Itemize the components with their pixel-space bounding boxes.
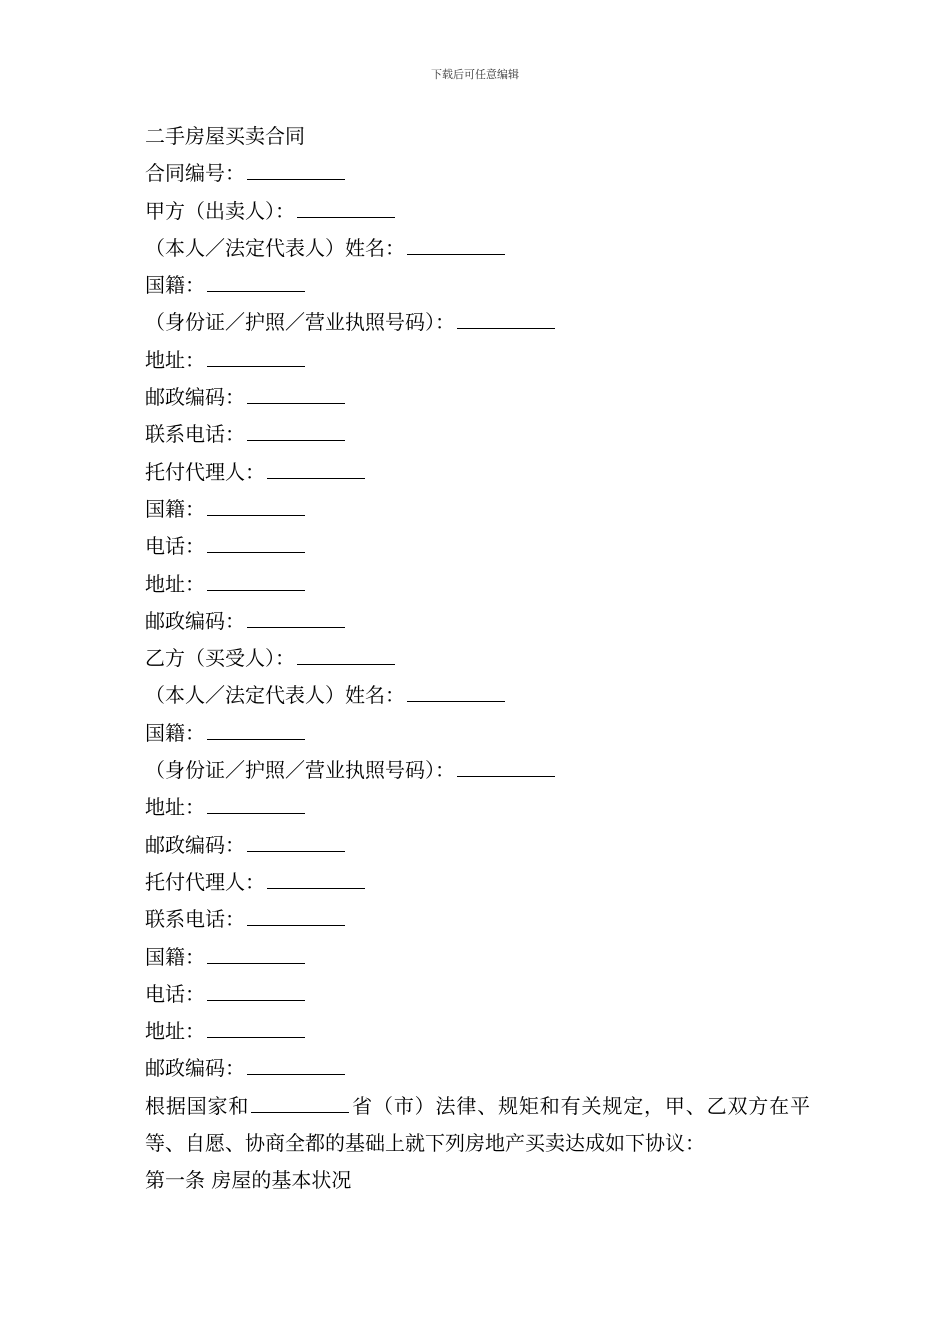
- intro-text-1: 根据国家和: [145, 1093, 250, 1118]
- field-label: （本人／法定代表人）姓名：: [145, 235, 405, 260]
- fill-blank[interactable]: [207, 1015, 305, 1038]
- field-label: 合同编号：: [145, 161, 245, 186]
- field-label: 地址：: [145, 1019, 205, 1044]
- field-line: [145, 640, 825, 677]
- field-label: 电话：: [145, 534, 205, 559]
- fill-blank[interactable]: [247, 829, 345, 852]
- fill-blank[interactable]: [457, 306, 555, 329]
- field-line: [145, 603, 825, 640]
- field-line: [145, 491, 825, 528]
- article-heading: 第一条 房屋的基本状况: [145, 1168, 352, 1193]
- fill-blank[interactable]: [407, 679, 505, 702]
- fill-blank[interactable]: [207, 269, 305, 292]
- field-line: [145, 715, 825, 752]
- intro-paragraph: [145, 1088, 810, 1163]
- field-label: （身份证／护照／营业执照号码）：: [145, 310, 455, 335]
- fill-blank[interactable]: [247, 903, 345, 926]
- field-line: [145, 1013, 825, 1050]
- fill-blank[interactable]: [207, 941, 305, 964]
- field-line: [145, 193, 825, 230]
- contract-title: 二手房屋买卖合同: [145, 124, 305, 148]
- field-line: [145, 155, 825, 192]
- field-label: 联系电话：: [145, 907, 245, 932]
- field-label: 邮政编码：: [145, 385, 245, 410]
- field-line: [145, 901, 825, 938]
- field-line: [145, 379, 825, 416]
- field-line: [145, 342, 825, 379]
- field-label: 托付代理人：: [145, 869, 265, 894]
- field-label: 邮政编码：: [145, 1056, 245, 1081]
- field-label: （本人／法定代表人）姓名：: [145, 683, 405, 708]
- field-label: 国籍：: [145, 496, 205, 521]
- field-label: 邮政编码：: [145, 608, 245, 633]
- fill-blank[interactable]: [247, 1052, 345, 1075]
- header-note: 下载后可任意编辑: [431, 68, 519, 81]
- field-line: [145, 976, 825, 1013]
- field-label: 乙方（买受人）：: [145, 646, 295, 671]
- fill-blank[interactable]: [267, 866, 365, 889]
- field-label: 国籍：: [145, 944, 205, 969]
- fill-blank[interactable]: [207, 978, 305, 1001]
- field-label: 邮政编码：: [145, 832, 245, 857]
- fill-blank[interactable]: [207, 717, 305, 740]
- contract-body: [145, 118, 825, 1200]
- fill-blank[interactable]: [207, 344, 305, 367]
- field-label: 甲方（出卖人）：: [145, 198, 295, 223]
- field-line: [145, 304, 825, 341]
- field-line: [145, 827, 825, 864]
- field-line: [145, 454, 825, 491]
- field-label: 地址：: [145, 795, 205, 820]
- fill-blank[interactable]: [407, 232, 505, 255]
- fill-blank[interactable]: [247, 418, 345, 441]
- field-line: [145, 528, 825, 565]
- field-label: 联系电话：: [145, 422, 245, 447]
- field-line: [145, 752, 825, 789]
- fill-blank[interactable]: [267, 456, 365, 479]
- fill-blank[interactable]: [207, 791, 305, 814]
- fill-blank[interactable]: [297, 195, 395, 218]
- field-label: 地址：: [145, 571, 205, 596]
- field-line: [145, 677, 825, 714]
- fill-blank[interactable]: [207, 568, 305, 591]
- field-line: [145, 566, 825, 603]
- field-line: [145, 230, 825, 267]
- fill-blank[interactable]: [207, 530, 305, 553]
- field-line: [145, 939, 825, 976]
- fill-blank[interactable]: [457, 754, 555, 777]
- province-blank[interactable]: [251, 1090, 349, 1113]
- field-line: [145, 864, 825, 901]
- field-line: [145, 789, 825, 826]
- field-label: 国籍：: [145, 720, 205, 745]
- fill-blank[interactable]: [247, 157, 345, 180]
- field-label: 托付代理人：: [145, 459, 265, 484]
- field-label: 电话：: [145, 981, 205, 1006]
- field-line: [145, 1050, 825, 1087]
- field-label: 国籍：: [145, 273, 205, 298]
- fill-blank[interactable]: [247, 381, 345, 404]
- field-line: [145, 267, 825, 304]
- field-label: （身份证／护照／营业执照号码）：: [145, 758, 455, 783]
- intro-text-2: 省（市）法律、规矩和有关规定，甲、乙双方在平等、自愿、协商全都的基础上就下列房地产买卖达成如下协议：: [145, 1093, 811, 1156]
- fill-blank[interactable]: [247, 605, 345, 628]
- field-line: [145, 416, 825, 453]
- field-label: 地址：: [145, 347, 205, 372]
- fill-blank[interactable]: [297, 642, 395, 665]
- fill-blank[interactable]: [207, 493, 305, 516]
